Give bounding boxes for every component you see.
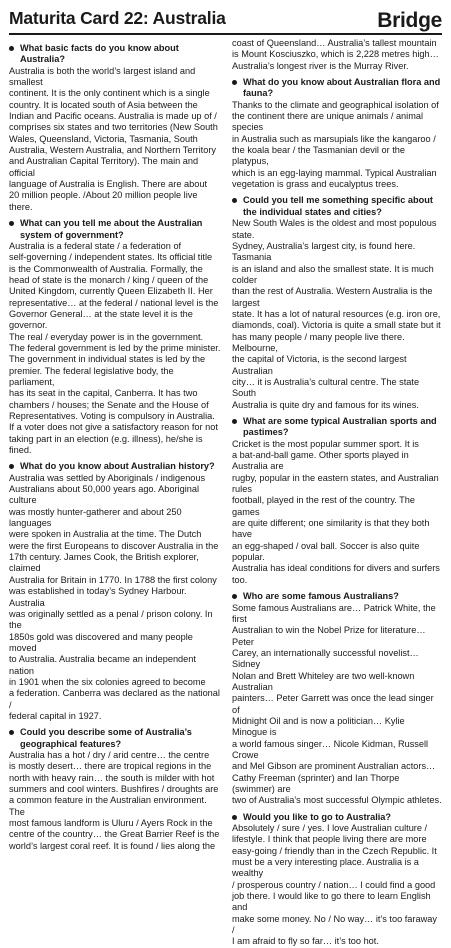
question-sports: What are some typical Australian sports and pastimes? [232,416,442,439]
card-header [0,0,451,40]
question-famous-australians: Who are some famous Australians? [232,591,442,602]
question-visit-australia: Would you like to go to Australia? [232,812,442,823]
answer-government: Australia is a federal state / a federation of self-governing / independent states. Its official title is the Commonwealth of Australia. Formally, the head of state is the monarch / king / queen of the United Kingdom, currently Queen Elizabeth II. Her representative… at the federal / national level is the Governor General… at the state level it is the governor. The real / everyday power is in the government. The federal government is led by the prime minister. The government in individual states is led by the premier. The federal legislative body, the parliament, has its seat in the capital, Canberra. It has two chambers / houses; the Senate and the House of Representatives. Voting is compulsory in Australia. If a voter does not give a satisfactory reason for not taking part in an election (e.g. illness), he/she is fined. [9,240,221,456]
answer-basic-facts: Australia is both the world’s largest island and smallest continent. It is the only continent which is a single country. It is located south of Asia between the Indian and Pacific oceans. Australia is made up of / comprises six states and two territories (New South Wales, Queensland, Victoria, Tasmania, South Australia, Western Australia, and Northern Territory and Australian Capital Territory). The main and official language of Australia is English. There are about 20 million people. /About 20 million people live there. [9,65,218,212]
question-flora-fauna: What do you know about Australian flora and fauna? [232,77,442,100]
bridge-logo: Bridge [377,9,442,32]
answer-geography: Australia has a hot / dry / arid centre… the centre is mostly desert… there are tropical regions in the north with heavy rain… the south is milder with hot summers and cool winters. Bushfires / droughts are a common feature in the Australian environment. The most famous landform is Uluru / Ayers Rock in the centre of the country… the Great Barrier Reef is the world’s largest coral reef. It is found / lies along the [9,749,220,851]
bullet-icon [232,815,237,820]
card-title: Maturita Card 22: Australia [9,8,226,28]
answer-famous-australians: Some famous Australians are… Patrick White, the first Australian to win the Nobel Prize for literature… Peter Carey, an internationally successful novelist… Sidney Nolan and Brett Whiteley are two well-known Australian painters… Peter Garrett was once the lead singer of Midnight Oil and is now a politician… Kylie Minogue is a world famous singer… Nicole Kidman, Russell Crowe and Mel Gibson are prominent Australian actors… Cathy Freeman (sprinter) and Ian Thorpe (swimmer) are two of Australia’s most successful Olympic athletes. [232,602,442,806]
question-states-cities: Could you tell me something specific about the individual states and cities? [232,195,442,218]
answer-geography-continued: coast of Queensland… Australia’s tallest mountain is Mount Kosciuszko, which is 2,228 metres high… Australia’s longest river is the Murray River. [232,38,439,71]
bullet-icon [232,80,237,85]
left-column [9,38,221,851]
answer-flora-fauna: Thanks to the climate and geographical isolation of the continent there are unique animals / animal species in Australia such as marsupials like the kangaroo / the koala bear / the Tasmanian devil or the platypus, which is an egg-laying mammal. Typical Australian vegetation is grass and eucalyptus trees. [232,99,439,190]
question-basic-facts: What basic facts do you know about Australia? [9,43,221,66]
bullet-icon [9,221,14,226]
question-geography: Could you describe some of Australia’s geographical features? [9,727,221,750]
bullet-icon [232,198,237,203]
title-rule [9,33,442,35]
answer-sports: Cricket is the most popular summer sport. It is a bat-and-ball game. Other sports played in Australia are rugby, popular in the eastern states, and Australian rules football, played in the rest of the country. The games are quite different; one similarity is that they both have an egg-shaped / oval ball. Soccer is also quite popular. Australia has ideal conditions for divers and surfers too. [232,438,440,585]
answer-visit-australia: Absolutely / sure / yes. I love Australian culture / lifestyle. I think that people living there are more easy-going / friendly than in the Czech Republic. It must be a very interesting place. Australia is a wealthy / prosperous country / nation… I could find a good job there. I would like to go there to learn English and make some money. No / No way… it’s too faraway / I am afraid to fly so far… it’s too hot. [232,823,437,947]
bullet-icon [9,46,14,51]
answer-states-cities: New South Wales is the oldest and most populous state. Sydney, Australia’s largest city, is found here. Tasmania is an island and also the smallest state. It is much colder than the rest of Australia. Western Australia is the largest state. It has a lot of natural resources (e.g. iron ore, diamonds, coal). Victoria is quite a small state but it has many people / many people live there. Melbourne, the capital of Victoria, is the second largest Australian city… it is Australia’s cultural centre. The state South Australia is quite dry and famous for its wines. [232,218,441,410]
bullet-icon [9,464,14,469]
bullet-icon [9,730,14,735]
right-column [232,38,442,947]
bullet-icon [232,419,237,424]
answer-history: Australia was settled by Aboriginals / indigenous Australians about 50,000 years ago. Aboriginal culture was mostly hunter-gatherer and about 250 languages were spoken in Australia at the time. The Dutch were the first Europeans to discover Australia in the 17th century. James Cook, the British explorer, claimed Australia for Britain in 1770. In 1788 the first colony was established in today’s Sydney Harbour. Australia was originally settled as a penal / prison colony. In the 1850s gold was discovered and many people moved to Australia. Australia became an independent nation in 1901 when the six colonies agreed to become a federation. Canberra was declared as the national / federal capital in 1927. [9,472,220,721]
bullet-icon [232,594,237,599]
question-history: What do you know about Australian history? [9,461,221,472]
question-government: What can you tell me about the Australian system of government? [9,218,221,241]
